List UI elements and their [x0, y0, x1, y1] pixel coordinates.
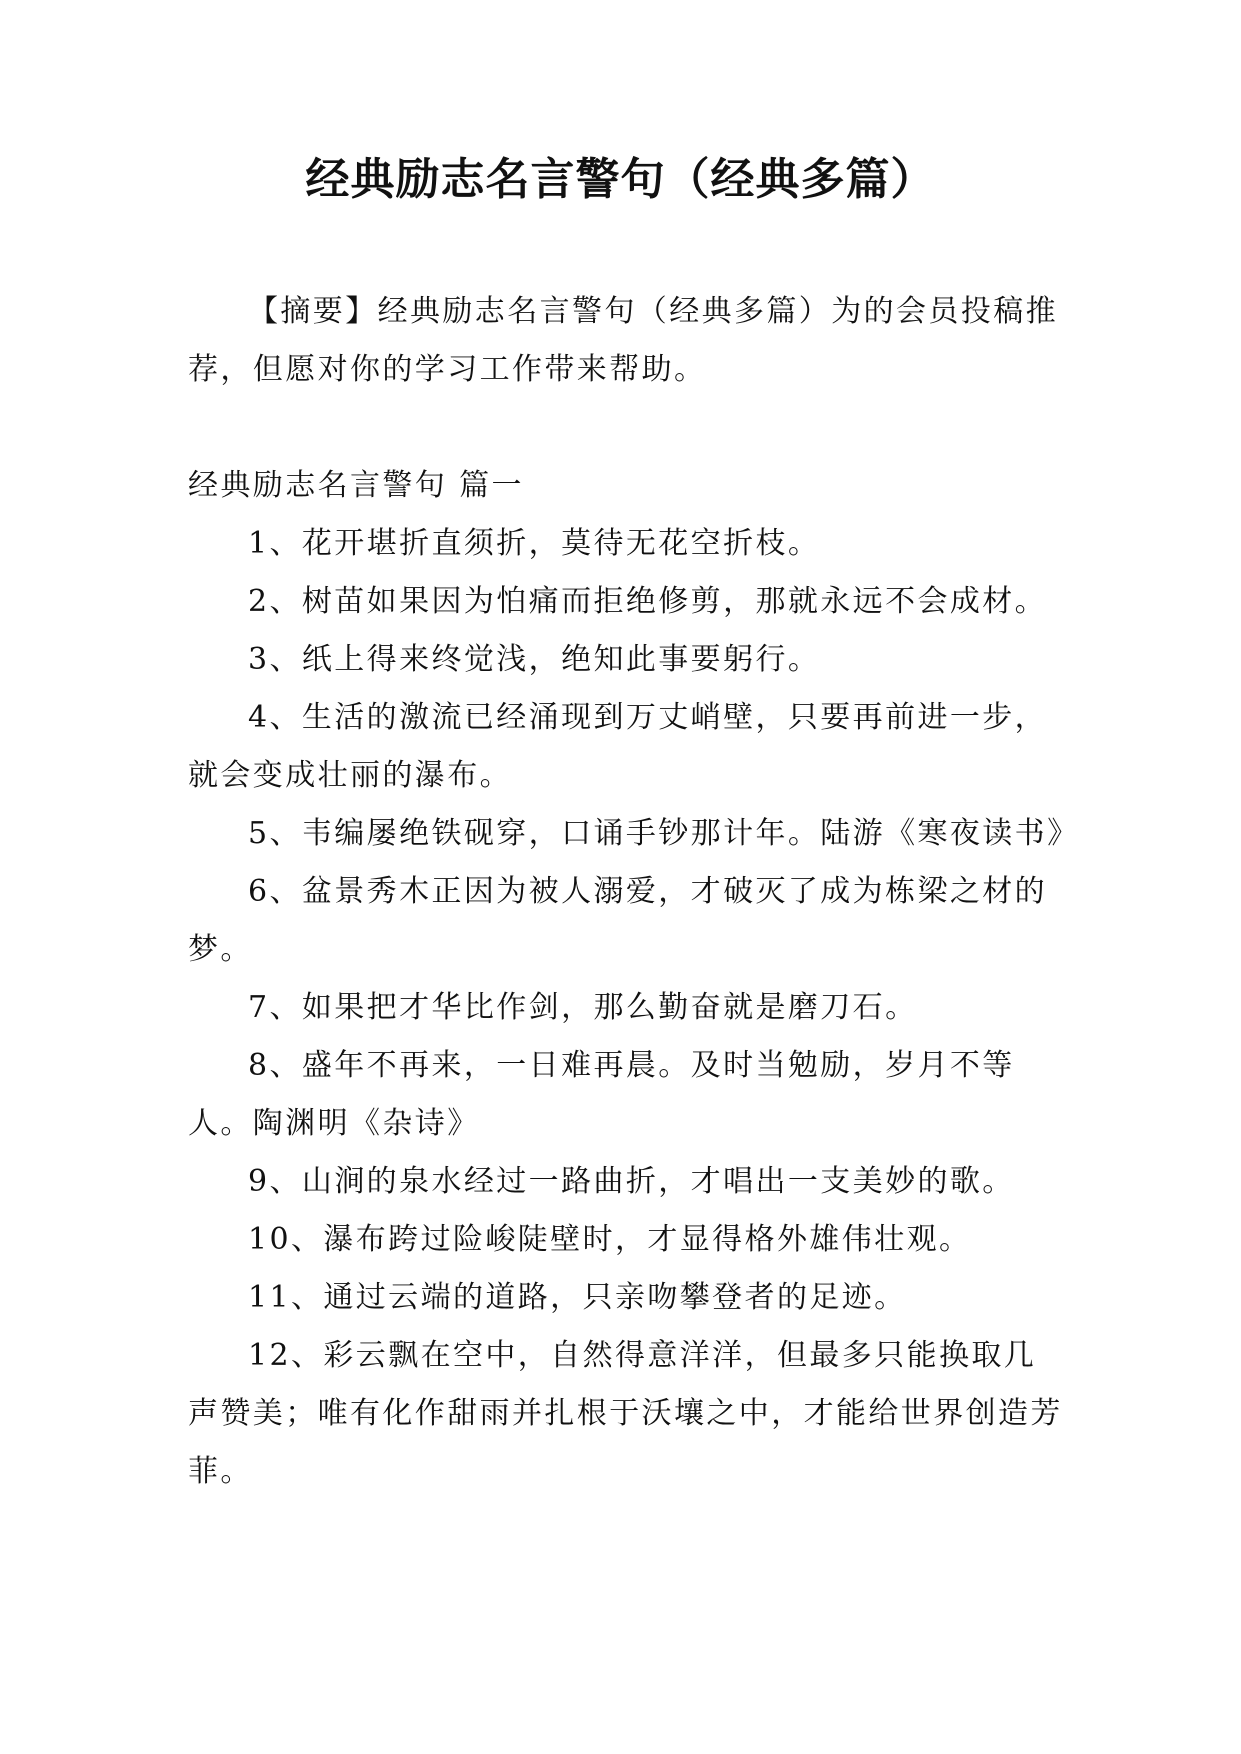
quote-item-11: 11、通过云端的道路，只亲吻攀登者的足迹。	[248, 1280, 907, 1315]
section-heading: 经典励志名言警句 篇一	[188, 468, 524, 503]
quote-item-5: 5、韦编屡绝铁砚穿，口诵手钞那计年。陆游《寒夜读书》	[248, 816, 1080, 851]
quote-item-4: 4、生活的激流已经涌现到万丈峭壁，只要再前进一步，就会变成壮丽的瀑布。	[188, 700, 1048, 793]
quote-item-1: 1、花开堪折直须折，莫待无花空折枝。	[248, 526, 821, 561]
quote-item-8: 8、盛年不再来，一日难再晨。及时当勉励，岁月不等人。陶渊明《杂诗》	[188, 1048, 1015, 1141]
quote-item-10: 10、瀑布跨过险峻陡壁时，才显得格外雄伟壮观。	[248, 1222, 972, 1257]
quote-item-3: 3、纸上得来终觉浅，绝知此事要躬行。	[248, 642, 821, 677]
quote-item-9: 9、山涧的泉水经过一路曲折，才唱出一支美妙的歌。	[248, 1164, 1015, 1199]
quote-item-6: 6、盆景秀木正因为被人溺爱，才破灭了成为栋梁之材的梦。	[188, 874, 1048, 967]
abstract-paragraph: 【摘要】经典励志名言警句（经典多篇）为的会员投稿推荐，但愿对你的学习工作带来帮助。	[188, 294, 1058, 387]
quote-item-7: 7、如果把才华比作剑，那么勤奋就是磨刀石。	[248, 990, 918, 1025]
document-body	[188, 283, 1080, 1501]
quote-item-12: 12、彩云飘在空中，自然得意洋洋，但最多只能换取几声赞美；唯有化作甜雨并扎根于沃壤之中，才能给世界创造芳菲。	[188, 1338, 1063, 1489]
quote-item-2: 2、树苗如果因为怕痛而拒绝修剪，那就永远不会成材。	[248, 584, 1048, 619]
document-title: 经典励志名言警句（经典多篇）	[305, 154, 936, 205]
